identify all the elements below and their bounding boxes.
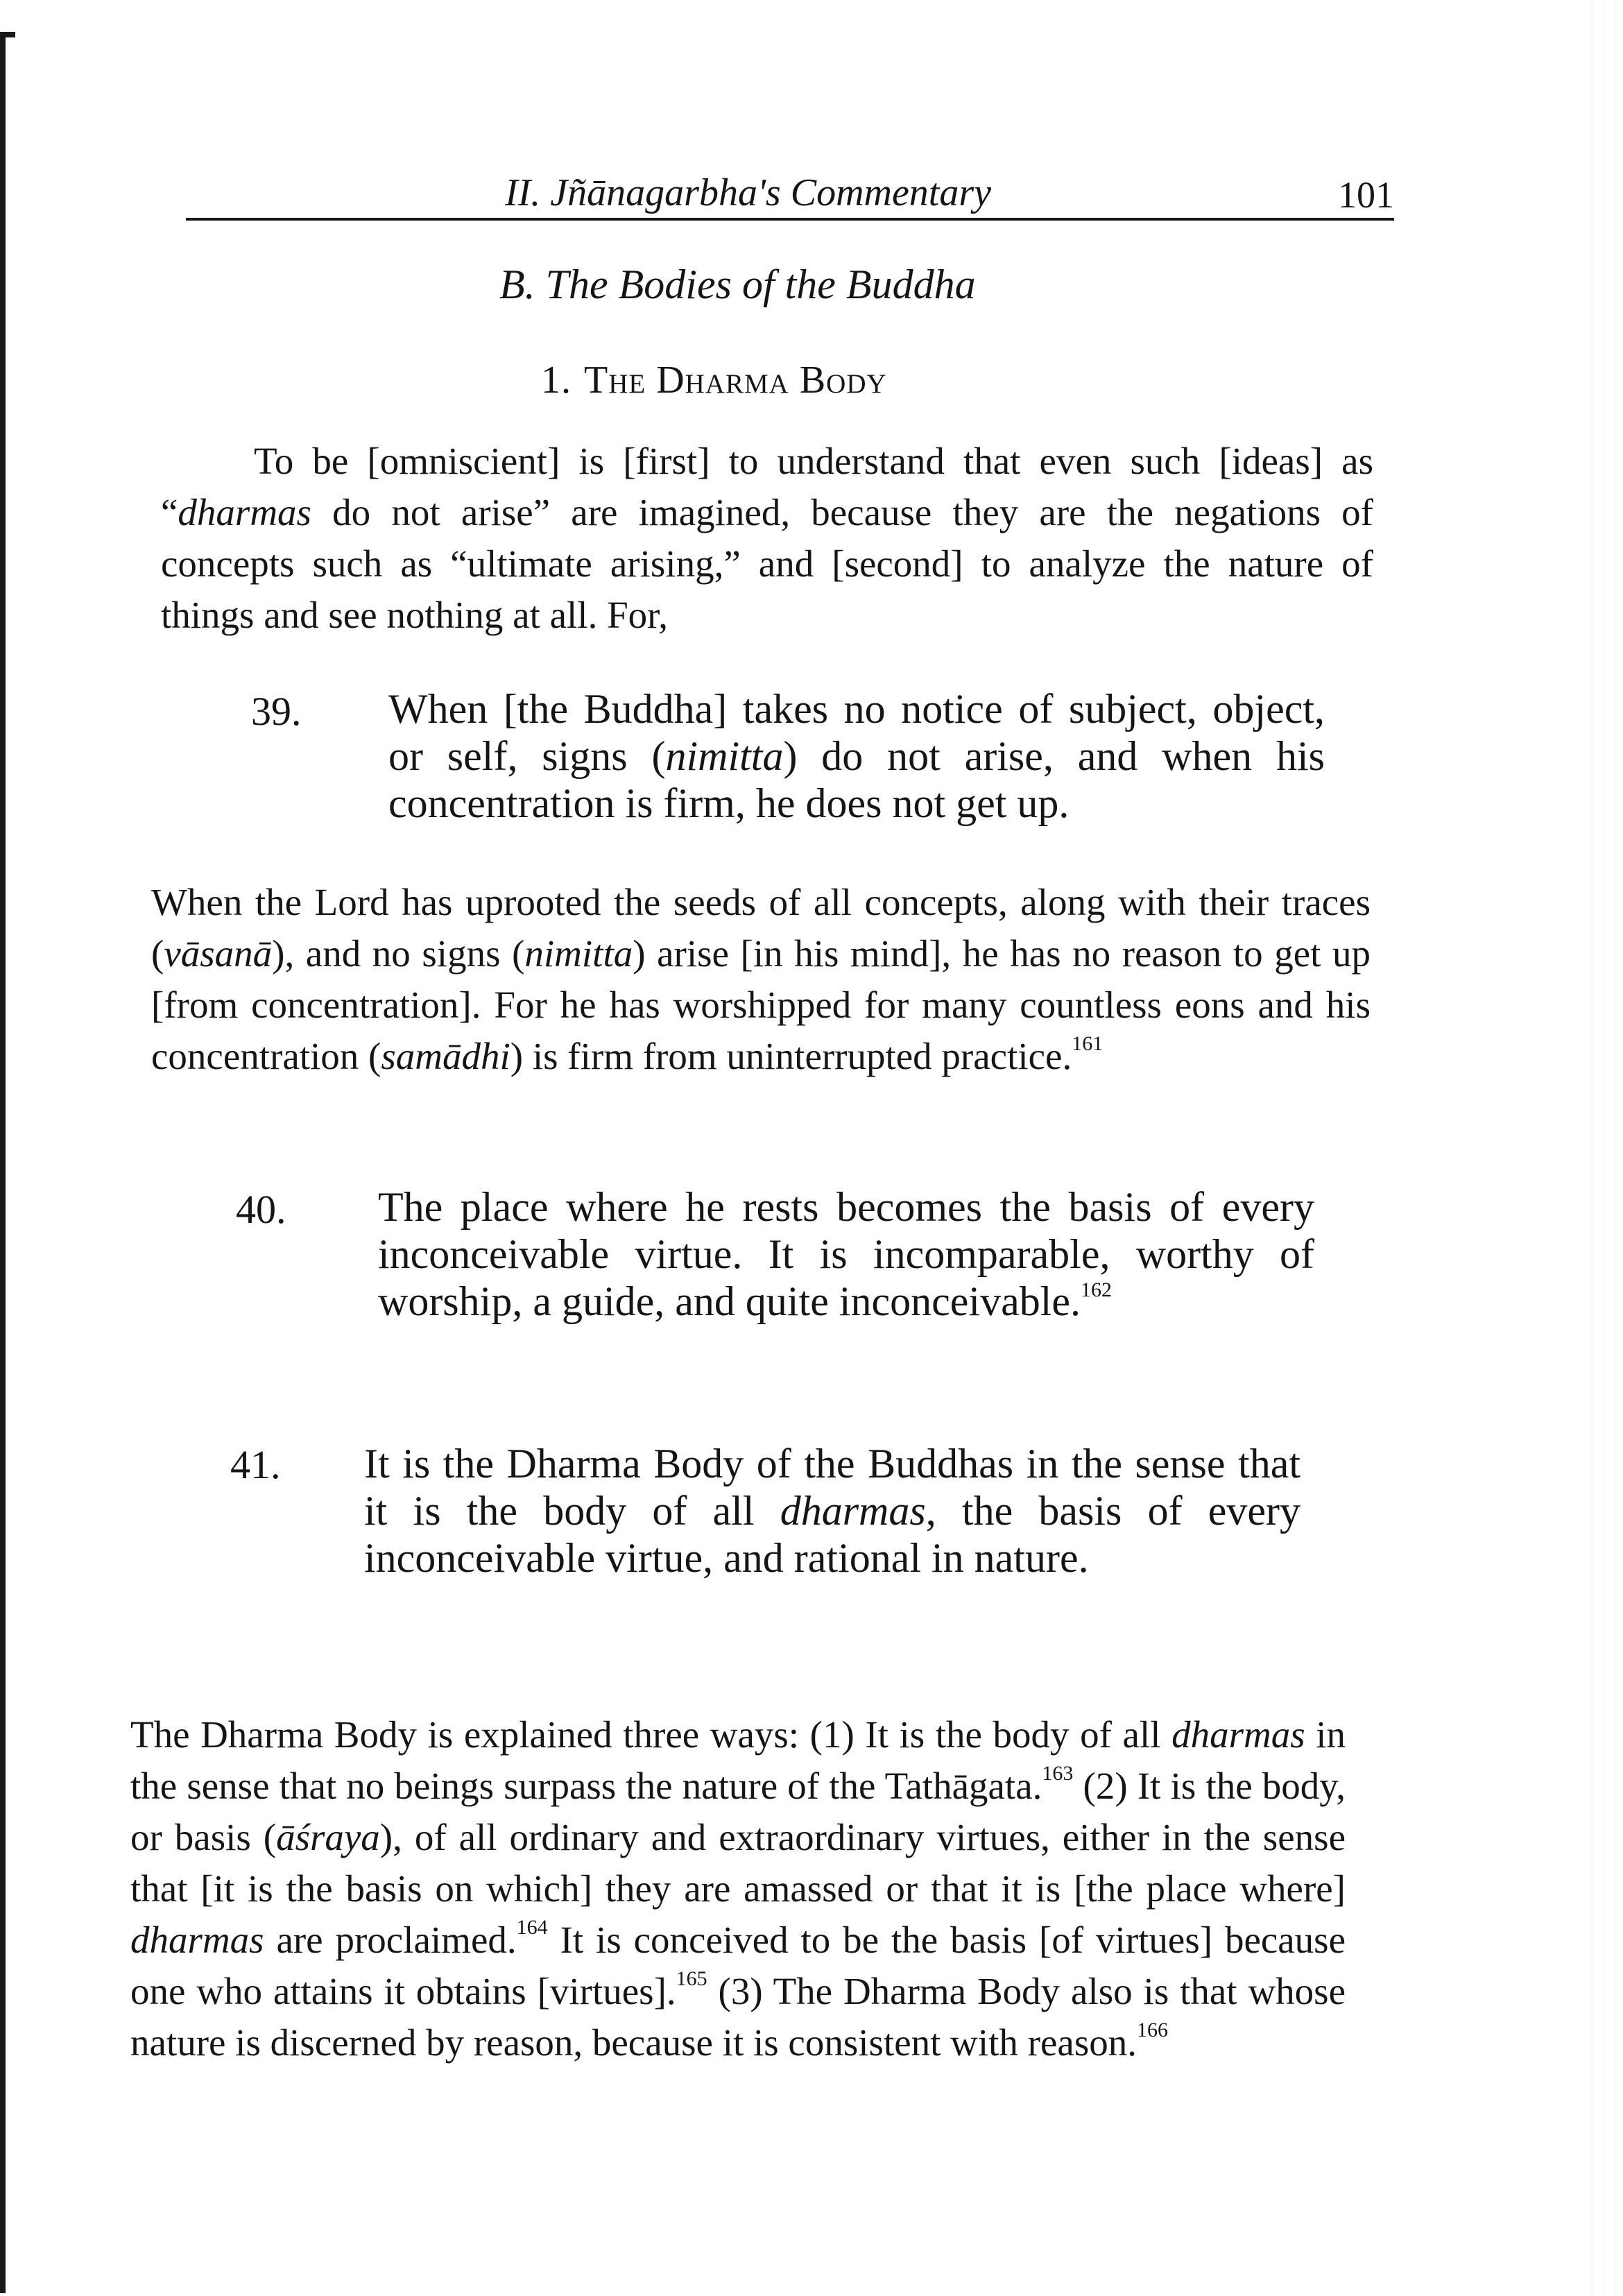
verse-number-40: 40. (236, 1187, 286, 1232)
italic-term: nimitta (524, 932, 633, 975)
italic-term: dharmas (1171, 1713, 1305, 1756)
paragraph-intro (161, 436, 1373, 641)
footnote-ref: 165 (676, 1967, 707, 1990)
text-run: in the sense that no beings surpass the nature of the Tathāgata. (130, 1713, 1346, 1807)
page-number: 101 (1338, 174, 1394, 216)
footnote-ref: 164 (516, 1916, 548, 1939)
scan-left-edge (0, 32, 6, 2293)
verse-number-41: 41. (230, 1442, 281, 1487)
text-run: do not arise” are imagined, because they are the negations of concepts such as “ultimate arising,” and [second] to analyze the nature of things and see nothing at all. For, (161, 491, 1373, 636)
footnote-ref: 162 (1081, 1278, 1113, 1301)
running-head: II. Jñānagarbha's Commentary (505, 171, 992, 214)
subsection-number: 1. (541, 359, 572, 402)
scan-right-margin (1581, 0, 1623, 2296)
text-run: To be [omniscient] is [first] to understand that even such [ideas] as “ (161, 440, 1373, 533)
paragraph-lord (151, 877, 1371, 1082)
section-title: B. The Bodies of the Buddha (499, 262, 976, 307)
footnote-ref: 161 (1072, 1032, 1104, 1055)
text-run: It is the Dharma Body of the Buddhas in the sense that it is the body of all (364, 1441, 1300, 1534)
verse-number-39: 39. (251, 689, 302, 734)
footnote-ref: 166 (1136, 2019, 1168, 2041)
text-run: ) do not arise, and when his concentration is firm, he does not get up. (388, 733, 1325, 826)
page-header (186, 158, 1394, 221)
text-run: ), of all ordinary and extraordinary virtues, either in the sense that [it is the basis on which] they are amassed or that it is [the place where] (130, 1816, 1346, 1910)
text-run: (2) It is the body, or basis ( (130, 1765, 1346, 1858)
text-run: It is conceived to be the basis [of virtues] because one who attains it obtains [virtues]. (130, 1919, 1346, 2012)
footnote-ref: 163 (1042, 1762, 1074, 1785)
italic-term: samādhi (381, 1035, 510, 1077)
text-run: ) arise [in his mind], he has no reason to get up [from concentration]. For he has worshipped for many countless eons and his concentration ( (151, 932, 1371, 1077)
text-run: , the basis of every inconceivable virtue, and rational in nature. (364, 1488, 1300, 1581)
italic-term: dharmas (780, 1488, 926, 1534)
text-run: When [the Buddha] takes no notice of subject, object, or self, signs ( (388, 686, 1325, 779)
header-rule (186, 218, 1394, 221)
paragraph-dharma-body (130, 1709, 1346, 2068)
verse-41 (364, 1440, 1300, 1582)
text-run: ), and no signs ( (272, 932, 525, 975)
text-run: ) is firm from uninterrupted practice. (510, 1035, 1072, 1077)
text-run: are proclaimed. (264, 1919, 517, 1961)
text-run: The Dharma Body is explained three ways: (1) It is the body of all (130, 1713, 1172, 1756)
italic-term: vāsanā (164, 932, 273, 975)
verse-40 (378, 1183, 1314, 1325)
subsection-title: The Dharma Body (584, 359, 887, 402)
italic-term: dharmas (178, 491, 311, 533)
italic-term: dharmas (130, 1919, 264, 1961)
subsection-heading (541, 358, 887, 402)
italic-term: nimitta (665, 733, 784, 779)
text-run: When the Lord has uprooted the seeds of all concepts, along with their traces ( (151, 881, 1371, 975)
text-run: The place where he rests becomes the basis of every inconceivable virtue. It is incomparable, worthy of worship, a guide, and quite inconceivable. (378, 1184, 1314, 1324)
verse-39 (388, 685, 1325, 827)
scan-corner-mark (0, 32, 15, 37)
italic-term: āśraya (276, 1816, 380, 1858)
text-run: (3) The Dharma Body also is that whose nature is discerned by reason, because it is consistent with reason. (130, 1970, 1346, 2064)
